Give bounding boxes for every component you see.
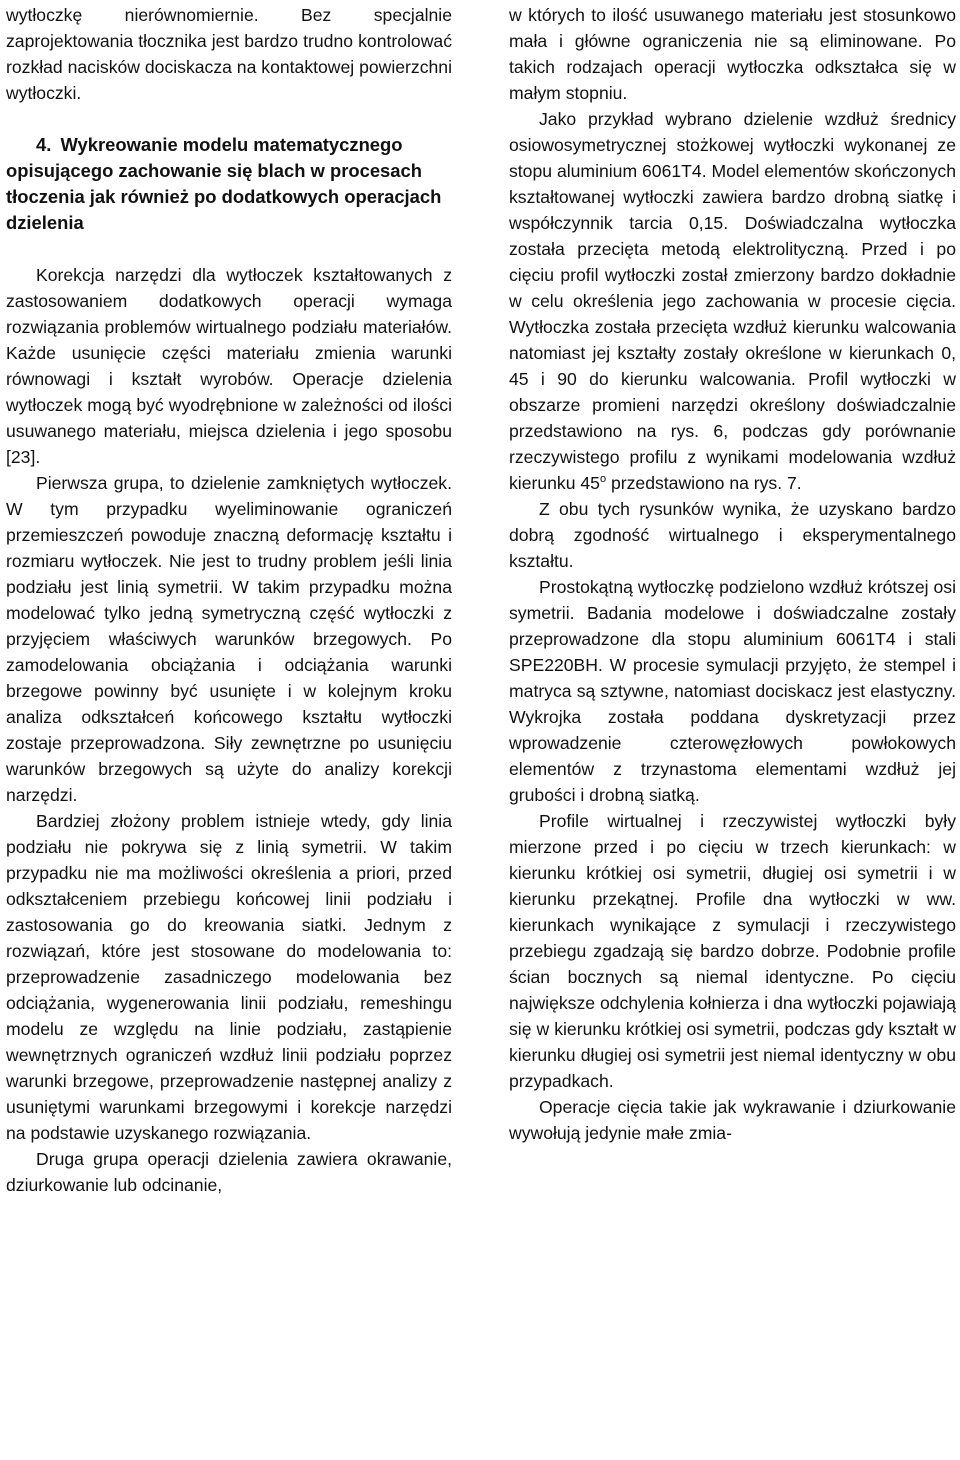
body-paragraph: Pierwsza grupa, to dzielenie zamkniętych wytłoczek. W tym przypadku wyeliminowanie ograniczeń przemieszczeń powoduje znaczną deformację kształtu i rozmiaru wytłoczek. Nie jest to trudny problem jeśli linia podziału jest linią symetrii. W takim przypadku można modelować tylko jedną symetryczną część wytłoczki z przyjęciem właściwych warunków brzegowych. Po zamodelowania obciążania i odciążania warunki brzegowe powinny być usunięte i w kolejnym kroku analiza odkształceń końcowego kształtu wytłoczki zostaje przeprowadzona. Siły zewnętrzne po usunięciu warunków brzegowych są użyte do analizy korekcji narzędzi. [6,473,452,805]
body-paragraph: w których to ilość usuwanego materiału jest stosunkowo mała i główne ograniczenia nie są eliminowane. Po takich rodzajach operacji wytłoczka odkształca się w małym stopniu. [509,5,956,103]
body-paragraph: Prostokątną wytłoczkę podzielono wzdłuż krótszej osi symetrii. Badania modelowe i doświadczalne zostały przeprowadzone dla stopu aluminium 6061T4 i stali SPE220BH. W procesie symulacji przyjęto, że stempel i matryca są sztywne, natomiast dociskacz jest elastyczny. Wykrojka została poddana dyskretyzacji przez wprowadzenie czterowęzłowych powłokowych elementów z trzynastoma elementami wzdłuż jej grubości i drobną siatką. [509,577,956,805]
right-column [509,0,956,1146]
intro-paragraph: wytłoczkę nierównomiernie. Bez specjalnie zaprojektowania tłocznika jest bardzo trudno kontrolować rozkład nacisków dociskacza na kontaktowej powierzchni wytłoczki. [6,5,452,103]
section-number: 4. [36,134,52,155]
body-paragraph: Profile wirtualnej i rzeczywistej wytłoczki były mierzone przed i po cięciu w trzech kierunkach: w kierunku krótkiej osi symetrii, długiej osi symetrii i w kierunku przekątnej. Profile dna wytłoczki w ww. kierunkach wynikające z symulacji i rzeczywistego przebiegu zgadzają się bardzo dobrze. Podobnie profile ścian bocznych są niemal identyczne. Po cięciu największe odchylenia kołnierza i dna wytłoczki pojawiają się w kierunku krótkiej osi symetrii, podczas gdy kształt w kierunku długiej osi symetrii jest niemal identyczny w obu przypadkach. [509,811,956,1091]
body-paragraph [509,106,956,496]
section-heading [6,132,452,236]
body-text: Jako przykład wybrano dzielenie wzdłuż średnicy osiowosymetrycznej stożkowej wytłoczki wykonanej ze stopu aluminium 6061T4. Model elementów skończonych kształtowanej wytłoczki zawiera bardzo drobną siatkę i współczynnik tarcia 0,15. Doświadczalna wytłoczka została przecięta metodą elektrolityczną. Przed i po cięciu profil wytłoczki został zmierzony bardzo dokładnie w celu określenia jego zachowania w procesie cięcia. Wytłoczka została przecięta wzdłuż kierunku walcowania natomiast jej kształty zostały określone w kierunkach 0, 45 i 90 do kierunku walcowania. Profil wytłoczki w obszarze promieni narzędzi określony doświadczalnie przedstawiono na rys. 6, podczas gdy porównanie rzeczywistego profilu z wynikami modelowania wzdłuż kierunku 45 [509,109,956,493]
degree-superscript: o [599,473,607,486]
left-column [6,0,452,1198]
body-paragraph: Druga grupa operacji dzielenia zawiera okrawanie, dziurkowanie lub odcinanie, [6,1149,452,1195]
body-paragraph: Operacje cięcia takie jak wykrawanie i dziurkowanie wywołują jedynie małe zmia- [509,1097,956,1143]
body-paragraph: Bardziej złożony problem istnieje wtedy, gdy linia podziału nie pokrywa się z linią symetrii. W takim przypadku nie ma możliwości określenia a priori, przed odkształceniem przebiegu końcowej linii podziału i zastosowania go do kreowania siatki. Jednym z rozwiązań, które jest stosowane do modelowania to: przeprowadzenie zasadniczego modelowania bez odciążania, wygenerowania linii podziału, remeshingu modelu ze względu na linie podziału, zastąpienie wewnętrznych ograniczeń wzdłuż linii podziału poprzez warunki brzegowe, przeprowadzenie następnej analizy z usuniętymi warunkami brzegowymi i korekcje narzędzi na podstawie uzyskanego rozwiązania. [6,811,452,1143]
section-title: Wykreowanie modelu matematycznego opisującego zachowanie się blach w procesach tłoczenia jak również po dodatkowych operacjach dzielenia [6,134,442,233]
body-text: przedstawiono na rys. 7. [606,473,802,493]
body-paragraph: Z obu tych rysunków wynika, że uzyskano bardzo dobrą zgodność wirtualnego i eksperymentalnego kształtu. [509,499,956,571]
body-paragraph: Korekcja narzędzi dla wytłoczek kształtowanych z zastosowaniem dodatkowych operacji wymaga rozwiązania problemów wirtualnego podziału materiałów. Każde usunięcie części materiału zmienia warunki równowagi i kształt wyrobów. Operacje dzielenia wytłoczek mogą być wyodrębnione w zależności od ilości usuwanego materiału, miejsca dzielenia i jego sposobu [23]. [6,265,452,467]
